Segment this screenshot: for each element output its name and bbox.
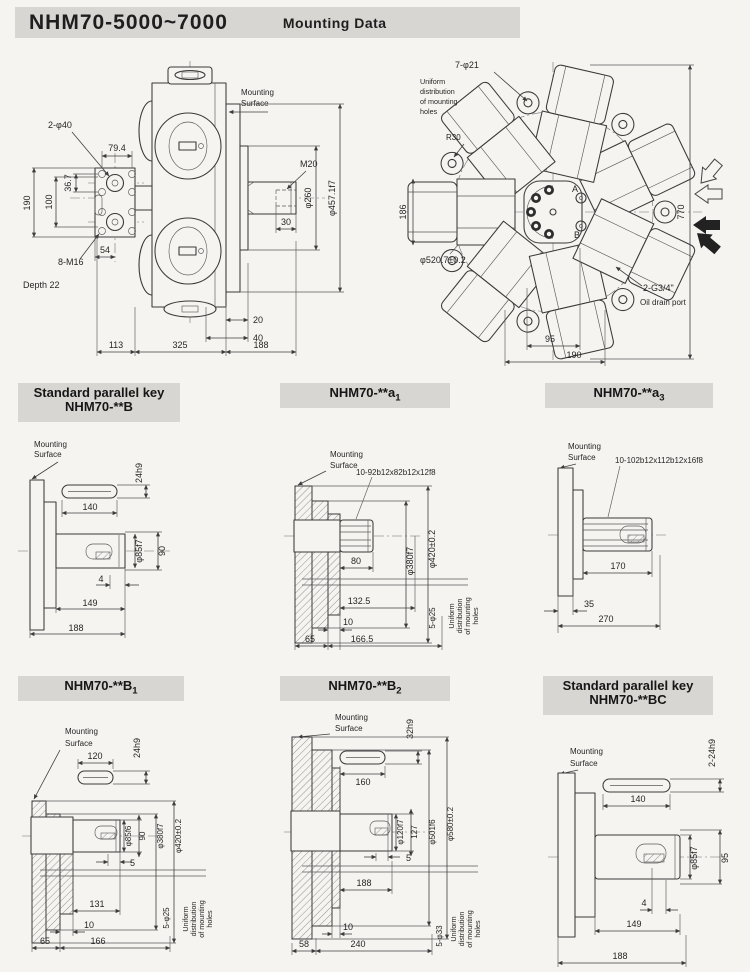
flange-shaft	[558, 773, 680, 937]
dim-shaft-dia: φ380f7	[405, 546, 415, 576]
rotation-arrow-ccw-icon	[694, 157, 725, 189]
section-shaft-B2	[272, 676, 512, 966]
label-mounting-1: Mounting	[570, 746, 603, 756]
section-shaft-BC	[528, 676, 743, 972]
dim-mount-holes: 5-φ33	[435, 925, 444, 947]
section-header	[280, 676, 450, 701]
dim-188: 188	[356, 878, 372, 889]
title-bar	[15, 7, 520, 38]
section-header-top: Standard parallel key	[33, 385, 165, 400]
dim-270: 270	[598, 614, 614, 625]
dim-240: 240	[350, 939, 366, 950]
dim-shaft-dia: φ120f7	[396, 819, 405, 845]
dim-457: φ457.1f7	[327, 180, 337, 216]
flange-shaft	[30, 480, 125, 630]
dim-260: φ260	[303, 187, 313, 209]
dim-58: 58	[298, 939, 310, 950]
note-line-1: Uniform	[181, 906, 190, 932]
label-spline: 10-92b12x82b12x12f8	[356, 468, 436, 478]
dim-131: 131	[89, 899, 105, 910]
dim-20: 20	[253, 315, 264, 325]
dim-149: 149	[82, 597, 98, 608]
dim-95: 95	[720, 852, 730, 863]
dim-113: 113	[108, 340, 124, 350]
note-line-2: distribution	[455, 598, 464, 634]
note-line-1: Uniform	[420, 77, 446, 86]
note-line-3: of mounting	[420, 97, 458, 106]
note-line-1: Uniform	[447, 603, 456, 629]
section-header-top: Standard parallel key	[562, 678, 694, 693]
dim-190: 190	[22, 195, 32, 211]
dim-188: 188	[612, 950, 628, 961]
section-drawing-B	[10, 425, 250, 640]
port-a-label: A	[572, 184, 579, 194]
label-spline: 10-102b12x112b12x16f8	[615, 456, 703, 466]
dim-key-height: 32h9	[405, 719, 415, 740]
dim-90: 90	[138, 831, 147, 841]
section-drawing-a3	[528, 411, 743, 639]
dim-325: 325	[172, 340, 188, 350]
section-drawing-B2	[272, 704, 512, 966]
label-mounting-2: Surface	[568, 453, 596, 463]
note-line-4: holes	[205, 910, 214, 928]
note-line-2: distribution	[189, 901, 198, 937]
label-mounting-2: Surface	[330, 461, 358, 471]
radial-lobes	[405, 62, 702, 362]
section-header-model: $NHM70-**a_1$	[329, 385, 401, 404]
dim-hub-dia: φ380f7	[156, 823, 165, 849]
dim-166: 166	[90, 936, 106, 947]
label-mounting-2: Surface	[65, 739, 93, 749]
section-shaft-B1	[10, 676, 260, 964]
flow-arrow-out-icon	[695, 185, 722, 203]
section-drawing-BC	[528, 718, 743, 972]
section-header	[18, 383, 180, 422]
label-drain-port: Oil drain port	[640, 298, 686, 307]
section-header	[18, 676, 184, 701]
direction-arrows	[691, 157, 725, 258]
port-b-label: B	[574, 230, 581, 240]
dim-key-length: 140	[630, 793, 646, 804]
flange-shaft	[31, 771, 206, 943]
dim-shaft-dia: φ85f7	[689, 845, 699, 870]
note-line-1: Uniform	[449, 916, 458, 942]
dim-80: 80	[350, 556, 362, 567]
dim-mount-holes: 7-φ21	[455, 60, 479, 70]
section-shaft-a1	[272, 383, 512, 661]
dim-5: 5	[406, 853, 412, 864]
dim-188: 188	[253, 340, 269, 350]
page-title: NHM70-5000~7000	[29, 10, 228, 34]
label-mounting-2: Surface	[34, 449, 62, 459]
label-mounting-1: Mounting	[34, 439, 67, 449]
note-line-4: holes	[473, 920, 482, 938]
dim-hub-dia: φ501f6	[428, 819, 437, 845]
dim-10: 10	[342, 922, 354, 933]
label-mounting-1: Mounting	[241, 88, 274, 97]
dim-90: 90	[157, 545, 167, 556]
dim-166-5: 166.5	[350, 634, 374, 645]
dim-10: 10	[342, 617, 354, 628]
dim-132-5: 132.5	[347, 596, 371, 607]
dim-key-length: 160	[355, 777, 371, 788]
note-line-4: holes	[471, 607, 480, 625]
dim-36-7: 36.7	[63, 174, 73, 192]
dim-65: 65	[304, 634, 316, 645]
front-view-drawing	[390, 48, 735, 372]
dim-186: 186	[398, 204, 408, 220]
flow-arrow-in-icon	[693, 216, 720, 234]
section-header	[543, 676, 713, 715]
note-line-3: of mounting	[197, 900, 206, 938]
dim-35: 35	[584, 599, 595, 610]
dim-shaft-dia: φ85f6	[124, 825, 133, 847]
dim-flange-dia: φ420±0.2	[174, 819, 183, 854]
dim-flange-dia: φ580±0.2	[446, 807, 455, 842]
dim-key-height: 24h9	[132, 738, 142, 759]
dim-95: 95	[544, 334, 556, 344]
label-mounting-2: Surface	[335, 724, 363, 734]
label-mounting-1: Mounting	[65, 727, 98, 737]
label-thread: M20	[300, 159, 318, 169]
label-mounting-2: Surface	[570, 758, 598, 768]
section-header-model: $NHM70-**a_3$	[593, 385, 665, 404]
dim-4: 4	[98, 573, 104, 584]
note-line-4: holes	[420, 107, 438, 116]
dim-key-length: 120	[87, 751, 103, 762]
section-header-model: NHM70-**BC	[589, 691, 667, 707]
output-flange-shaft	[226, 104, 296, 292]
dim-770: 770	[676, 204, 686, 220]
dim-flange-dia: φ420±0.2	[427, 529, 437, 569]
dim-127: 127	[410, 825, 419, 839]
dim-10: 10	[83, 920, 95, 931]
page-subtitle: Mounting Data	[282, 14, 387, 31]
section-shaft-B	[10, 383, 260, 640]
section-header	[280, 383, 450, 408]
note-line-2: distribution	[457, 911, 466, 947]
label-depth: Depth 22	[23, 280, 60, 290]
dim-40: 40	[253, 333, 264, 343]
dim-30: 30	[280, 217, 292, 227]
dim-r30: R30	[446, 133, 461, 142]
center-hub	[524, 181, 586, 243]
dim-170: 170	[610, 561, 626, 572]
note-line-3: of mounting	[465, 910, 474, 948]
label-drain-size: 2-G3/4"	[643, 283, 674, 293]
label-bolts: 8-M16	[58, 257, 84, 267]
dim-65: 65	[39, 936, 51, 947]
dim-mount-holes: 5-φ25	[428, 607, 437, 629]
label-mounting-1: Mounting	[568, 442, 601, 452]
dim-149: 149	[626, 918, 642, 929]
section-header	[545, 383, 713, 408]
rotation-arrow-cw-icon	[691, 226, 723, 257]
section-drawing-a1	[272, 411, 512, 661]
dim-key-spec: 2-24h9	[707, 738, 717, 767]
section-shaft-a3	[528, 383, 743, 639]
dim-shaft-dia: φ85f7	[134, 538, 144, 563]
section-header-model: NHM70-**B	[65, 398, 133, 414]
dim-mount-holes: 5-φ25	[162, 907, 171, 929]
dim-key-length: 140	[82, 501, 98, 512]
dim-188: 188	[68, 622, 84, 633]
section-drawing-B1	[10, 704, 260, 964]
dim-54: 54	[99, 245, 111, 255]
dim-100: 100	[44, 194, 54, 210]
dim-190: 190	[566, 350, 582, 360]
section-header-model: $NHM70-**B_1$	[64, 678, 138, 697]
dim-4: 4	[641, 897, 647, 908]
note-line-3: of mounting	[463, 597, 472, 635]
dim-key-height: 24h9	[134, 462, 144, 483]
dim-520: φ520.7±0.2	[420, 255, 466, 265]
dim-5: 5	[130, 858, 136, 869]
dim-79-4: 79.4	[108, 143, 126, 153]
label-mounting-1: Mounting	[330, 450, 363, 460]
flange-shaft	[558, 468, 652, 596]
label-mounting-2: Surface	[241, 99, 269, 108]
side-view-drawing	[10, 55, 355, 363]
section-header-model: $NHM70-**B_2$	[328, 678, 402, 697]
note-line-2: distribution	[420, 87, 455, 96]
label-mounting-1: Mounting	[335, 713, 368, 723]
dim-ports: 2-φ40	[48, 120, 72, 130]
